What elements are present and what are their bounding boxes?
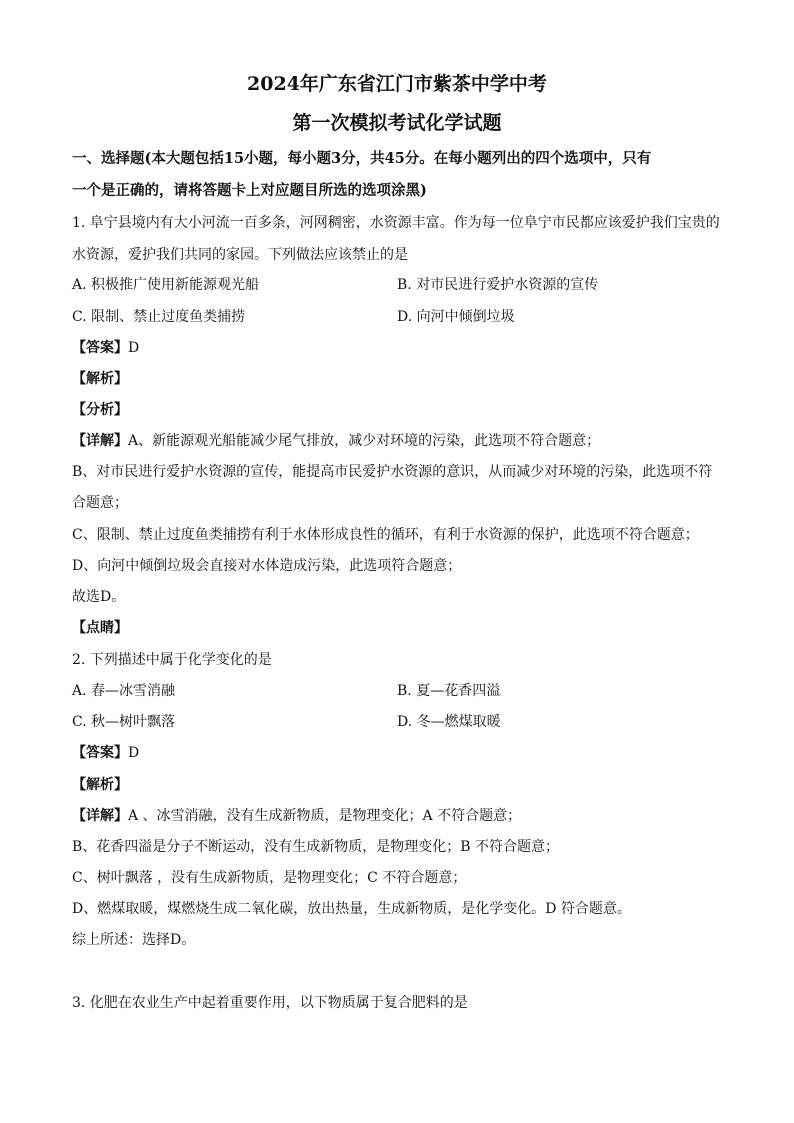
exam-title-line2: 第一次模拟考试化学试题 <box>292 112 502 134</box>
q2-stem: 2. 下列描述中属于化学变化的是 <box>72 652 272 668</box>
q2-detail-a-text: A 、冰雪消融，没有生成新物质，是物理变化；A 不符合题意； <box>128 808 522 824</box>
q1-detail-d: D、向河中倾倒垃圾会直接对水体造成污染，此选项符合题意； <box>72 558 462 574</box>
q1-option-a: A. 积极推广使用新能源观光船 <box>72 277 260 293</box>
q1-option-c: C. 限制、禁止过度鱼类捕捞 <box>72 309 246 325</box>
q1-conclusion: 故选D。 <box>72 589 126 605</box>
q2-detail-d: D、燃煤取暖，煤燃烧生成二氧化碳，放出热量，生成新物质，是化学变化。D 符合题意。 <box>72 901 631 917</box>
q1-answer-tag: 【答案】 <box>72 340 128 356</box>
q2-detail-c: C、树叶飘落 ，没有生成新物质，是物理变化；C 不符合题意； <box>72 870 467 886</box>
exam-title-line1: 2024年广东省江门市紫茶中学中考 <box>247 73 547 95</box>
q2-detail-a <box>72 806 521 826</box>
q1-detail-b-line1: B、对市民进行爱护水资源的宣传，能提高市民爱护水资源的意识，从而减少对环境的污染，此选项不符 <box>72 464 713 480</box>
q2-option-c: C. 秋—树叶飘落 <box>72 714 176 730</box>
section-heading-line2: 一个是正确的，请将答题卡上对应题目所选的选项涂黑) <box>72 182 427 199</box>
q2-jiexi-tag: 【解析】 <box>72 777 128 793</box>
q1-dianjing-tag: 【点睛】 <box>72 620 128 636</box>
q1-detail-a <box>72 431 600 451</box>
q1-jiexi-tag: 【解析】 <box>72 371 128 387</box>
q2-answer-value: D <box>128 745 140 761</box>
q3-stem: 3. 化肥在农业生产中起着重要作用，以下物质属于复合肥料的是 <box>72 995 468 1011</box>
q1-detail-c: C、限制、禁止过度鱼类捕捞有利于水体形成良性的循环，有利于水资源的保护，此选项不符合题意； <box>72 527 699 543</box>
q2-answer-tag: 【答案】 <box>72 745 128 761</box>
q1-option-b: B. 对市民进行爱护水资源的宣传 <box>397 277 599 293</box>
q1-answer <box>72 338 139 358</box>
q1-detail-tag: 【详解】 <box>72 433 128 449</box>
q1-fenxi-tag: 【分析】 <box>72 402 128 418</box>
q2-conclusion: 综上所述：选择D。 <box>72 932 196 948</box>
q1-stem-line2: 水资源，爱护我们共同的家园。下列做法应该禁止的是 <box>72 247 408 263</box>
q2-answer <box>72 743 139 763</box>
q1-detail-b-line2: 合题意； <box>72 495 128 511</box>
q1-detail-a-text: A、新能源观光船能减少尾气排放，减少对环境的污染，此选项不符合题意； <box>128 433 601 449</box>
q2-detail-b: B、花香四溢是分子不断运动，没有生成新物质，是物理变化；B 不符合题意； <box>72 839 560 855</box>
q1-option-d: D. 向河中倾倒垃圾 <box>397 309 515 325</box>
q1-answer-value: D <box>128 340 140 356</box>
section-heading-line1: 一、选择题(本大题包括15小题，每小题3分，共45分。在每小题列出的四个选项中，只有 <box>72 150 652 167</box>
q1-stem-line1: 1. 阜宁县境内有大小河流一百多条，河网稠密，水资源丰富。作为每一位阜宁市民都应该爱护我们宝贵的 <box>72 215 720 231</box>
q2-option-a: A. 春—冰雪消融 <box>72 683 176 699</box>
q2-detail-tag: 【详解】 <box>72 808 128 824</box>
q2-option-b: B. 夏—花香四溢 <box>397 683 501 699</box>
q2-option-d: D. 冬—燃煤取暖 <box>397 714 501 730</box>
